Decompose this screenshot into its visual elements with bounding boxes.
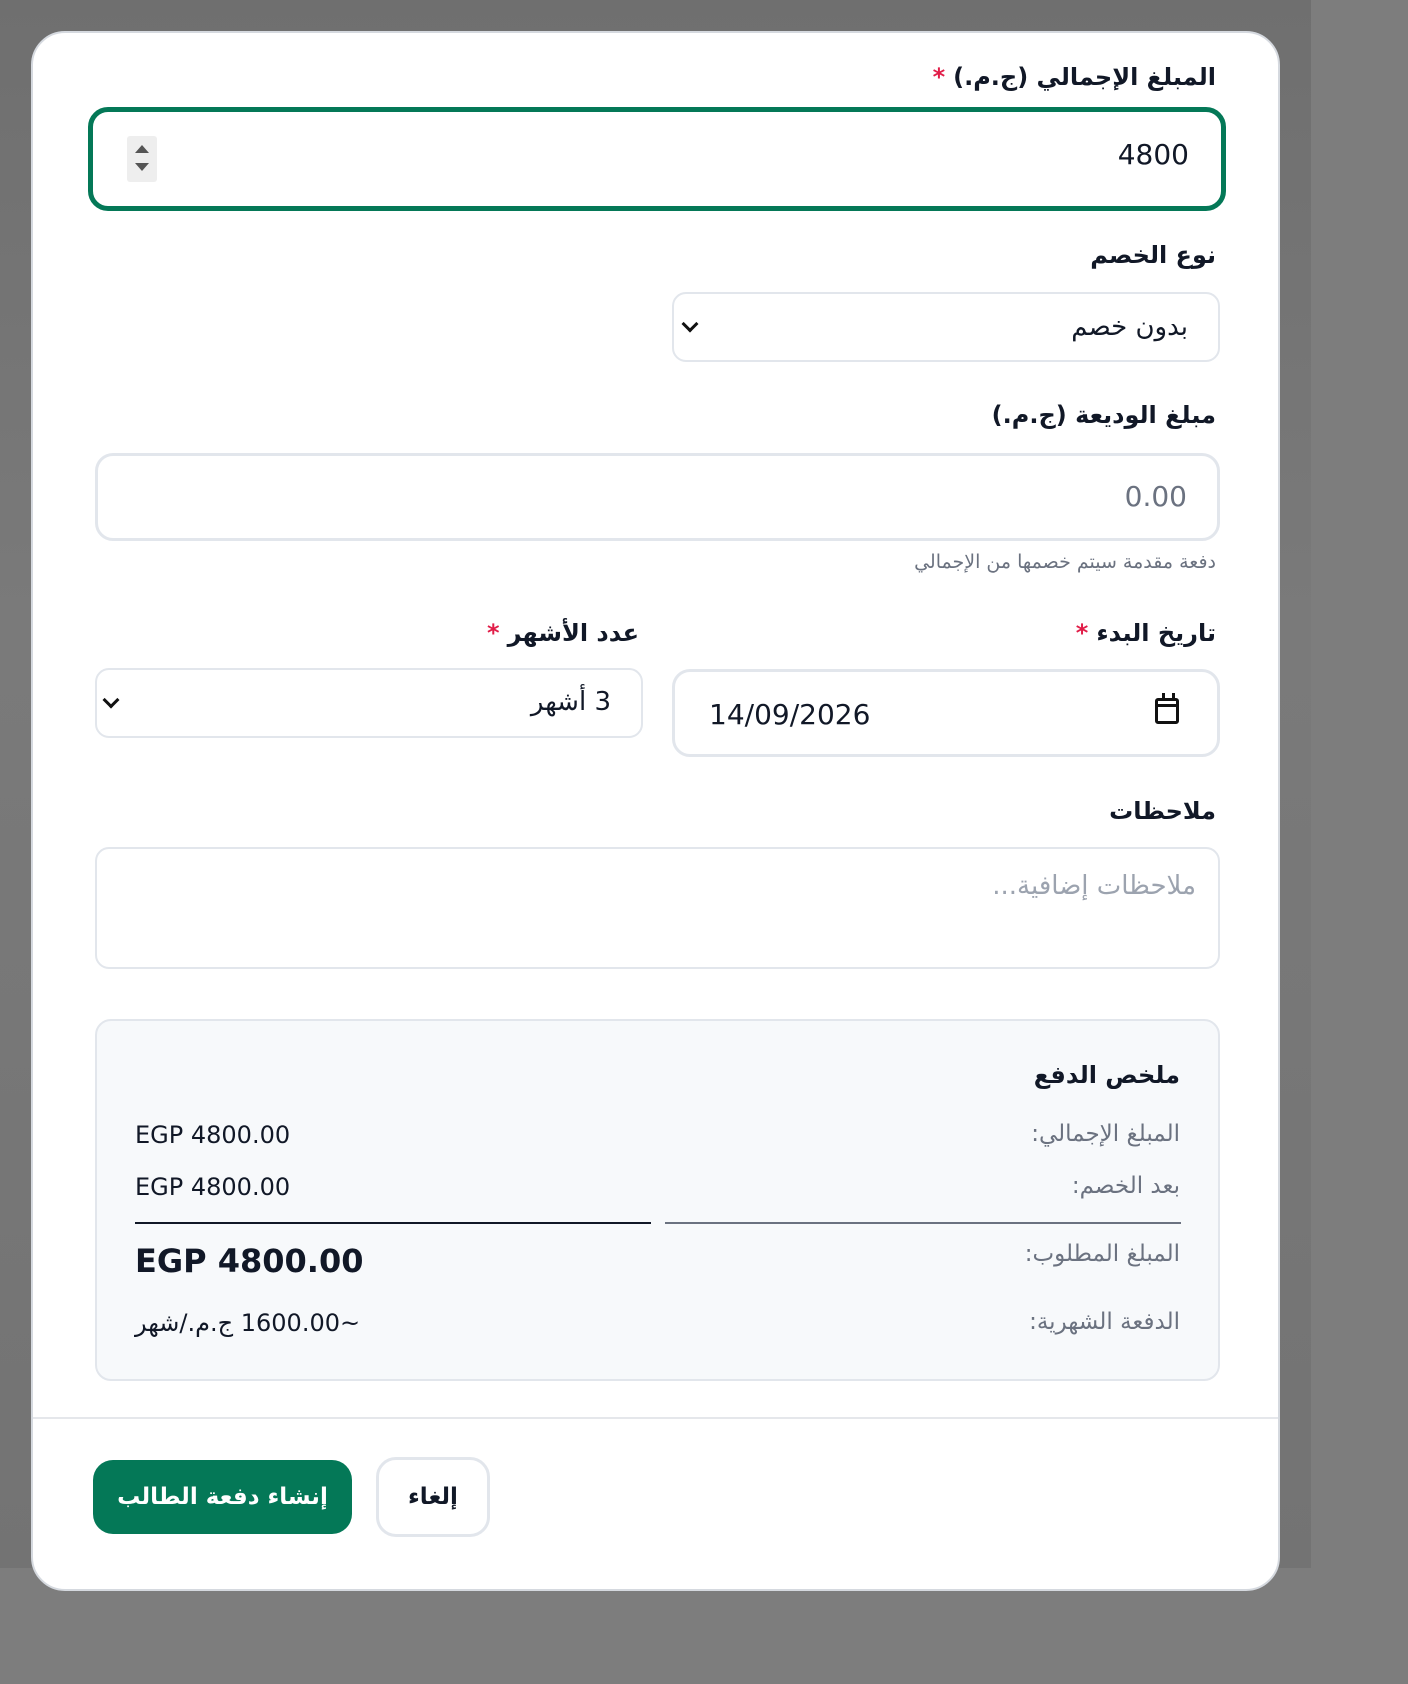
number-stepper[interactable] [127,136,157,182]
deposit-hint: دفعة مقدمة سيتم خصمها من الإجمالي [914,551,1216,573]
summary-after-discount-value: EGP 4800.00 [135,1173,291,1201]
calendar-icon[interactable] [1155,698,1179,724]
total-amount-value: 4800 [1117,138,1189,171]
deposit-amount-label: مبلغ الوديعة (ج.م.) [991,401,1216,429]
months-count-value: 3 أشهر [530,687,611,717]
discount-type-value: بدون خصم [1071,312,1188,342]
deposit-amount-input[interactable] [95,453,1220,541]
payment-summary [95,1019,1220,1381]
summary-total-value: EGP 4800.00 [135,1121,291,1149]
discount-type-select[interactable] [672,292,1220,362]
required-mark: * [487,619,500,647]
months-count-select[interactable] [95,668,643,738]
summary-monthly-value: ~1600.00 ج.م./شهر [135,1309,361,1337]
required-mark: * [1075,619,1089,647]
summary-after-discount-label: بعد الخصم: [1071,1173,1180,1199]
notes-placeholder: ملاحظات إضافية... [992,871,1196,901]
summary-title: ملخص الدفع [1033,1061,1180,1089]
cancel-button[interactable]: إلغاء [376,1457,490,1537]
stepper-up-icon[interactable] [135,145,149,153]
total-amount-label: المبلغ الإجمالي (ج.م.)* [932,63,1216,91]
summary-due-label: المبلغ المطلوب: [1024,1241,1180,1267]
start-date-label: تاريخ البدء* [1075,619,1216,647]
summary-divider [665,1222,1181,1224]
notes-label: ملاحظات [1109,797,1216,825]
notes-textarea[interactable] [95,847,1220,969]
total-amount-input[interactable] [88,107,1226,211]
create-payment-button[interactable]: إنشاء دفعة الطالب [93,1460,352,1534]
summary-total-label: المبلغ الإجمالي: [1031,1121,1180,1147]
discount-type-label: نوع الخصم [1090,241,1216,269]
footer-divider [33,1417,1280,1419]
chevron-down-icon [103,692,120,709]
required-mark: * [932,63,946,91]
create-payment-modal [31,31,1280,1591]
summary-divider [135,1222,651,1224]
summary-due-value: EGP 4800.00 [135,1242,364,1280]
months-count-label: عدد الأشهر* [487,619,639,647]
deposit-amount-placeholder: 0.00 [1124,480,1187,513]
chevron-down-icon [682,316,699,333]
start-date-input[interactable] [672,669,1220,757]
stepper-down-icon[interactable] [135,163,149,171]
start-date-value: 14/09/2026 [709,698,871,731]
summary-monthly-label: الدفعة الشهرية: [1029,1309,1180,1335]
